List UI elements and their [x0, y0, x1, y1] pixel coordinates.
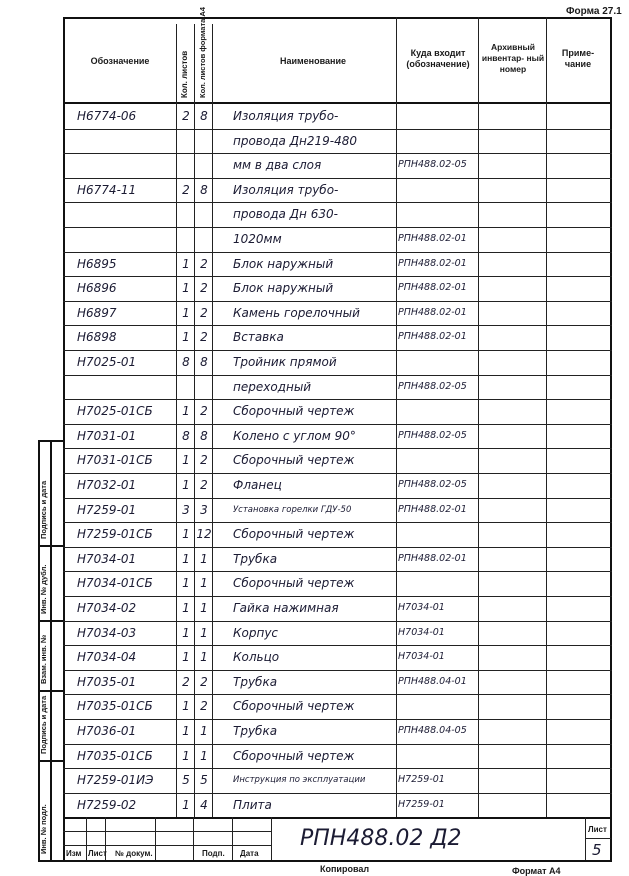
table-row-rule — [63, 522, 612, 523]
row-designation: Н7034-03 — [77, 625, 137, 640]
row-designation: Н7259-02 — [77, 797, 137, 812]
header-where-used: Куда входит (обозначение) — [406, 48, 470, 69]
row-designation: Н7034-04 — [77, 650, 137, 665]
table-row-rule — [63, 325, 612, 326]
row-sheet-count-a4: 4 — [200, 797, 208, 812]
row-name: Сборочный чертеж — [233, 748, 355, 763]
row-designation: Н6774-06 — [77, 109, 137, 123]
row-where-used: РПН488.02-01 — [398, 282, 467, 294]
table-column-rule — [396, 17, 397, 817]
title-col-5 — [232, 817, 233, 860]
table-row-rule — [63, 744, 612, 745]
row-where-used: РПН488.04-05 — [398, 725, 467, 736]
row-designation: Н7034-02 — [77, 601, 137, 615]
row-designation: Н7031-01 — [77, 428, 137, 443]
table-row-rule — [63, 694, 612, 695]
row-name: провода Дн219-480 — [233, 133, 358, 148]
row-sheet-count: 1 — [182, 305, 190, 320]
table-row-rule — [63, 153, 612, 154]
row-where-used: Н7034-01 — [398, 651, 445, 663]
frame-top — [63, 17, 612, 19]
row-sheet-count-a4: 8 — [200, 428, 208, 443]
row-sheet-count-a4: 1 — [200, 601, 208, 615]
row-where-used: Н7034-01 — [398, 626, 445, 638]
row-where-used: Н7034-01 — [398, 602, 445, 613]
row-sheet-count-a4: 5 — [200, 773, 208, 788]
row-sheet-count: 1 — [182, 404, 190, 419]
row-name: Трубка — [233, 724, 278, 738]
table-row-rule — [63, 571, 612, 572]
table-row-rule — [63, 670, 612, 671]
table-row-rule — [63, 375, 612, 376]
row-sheet-count: 1 — [182, 699, 190, 714]
table-row-rule — [63, 448, 612, 449]
row-name: Блок наружный — [233, 281, 334, 296]
row-designation: Н6896 — [77, 281, 117, 296]
row-sheet-count-a4: 1 — [200, 724, 208, 738]
row-where-used: РПН488.04-01 — [398, 675, 467, 687]
side-strip-divider — [38, 620, 63, 622]
row-designation: Н7035-01СБ — [77, 699, 153, 714]
table-column-rule — [212, 24, 213, 817]
title-sheet-rule — [585, 838, 611, 839]
row-sheet-count-a4: 2 — [200, 674, 208, 689]
row-where-used: РПН488.02-01 — [398, 306, 467, 318]
row-sheet-count: 1 — [182, 453, 190, 468]
header-note: Приме- чание — [561, 48, 595, 69]
row-where-used: Н7259-01 — [398, 798, 445, 810]
side-strip-divider — [38, 545, 63, 547]
row-sheet-count-a4: 2 — [200, 453, 208, 468]
row-designation: Н7032-01 — [77, 478, 137, 492]
table-row-rule — [63, 547, 612, 548]
header-bottom-rule — [63, 102, 612, 104]
row-sheet-count-a4: 8 — [200, 109, 208, 123]
title-doc-code: РПН488.02 Д2 — [300, 826, 462, 851]
row-where-used: РПН488.02-05 — [398, 159, 467, 171]
row-name: Сборочный чертеж — [233, 453, 355, 468]
row-sheet-count: 1 — [182, 748, 190, 763]
header-archive: Архивный инвентар- ный номер — [481, 42, 545, 74]
row-name: Кольцо — [233, 650, 280, 665]
title-date: Дата — [240, 849, 259, 858]
title-row-1 — [63, 831, 271, 832]
row-designation: Н7035-01СБ — [77, 748, 153, 763]
row-designation: Н7034-01СБ — [77, 576, 153, 591]
row-designation: Н6898 — [77, 330, 117, 345]
row-name: Изоляция трубо- — [233, 182, 339, 197]
row-where-used: РПН488.02-05 — [398, 429, 467, 441]
row-name: Сборочный чертеж — [233, 576, 355, 591]
row-sheet-count-a4: 12 — [196, 527, 212, 542]
row-name: Гайка нажимная — [233, 601, 339, 615]
table-row-rule — [63, 719, 612, 720]
row-sheet-count: 3 — [182, 502, 190, 517]
row-sheet-count-a4: 1 — [200, 551, 208, 566]
row-designation: Н7034-01 — [77, 551, 137, 566]
side-label: Взам. инв. № — [39, 634, 48, 684]
row-name: Плита — [233, 797, 272, 812]
side-label: Подпись и дата — [39, 480, 48, 539]
footer-format: Формат А4 — [512, 866, 561, 876]
table-row-rule — [63, 178, 612, 179]
row-name: Камень горелочный — [233, 305, 360, 320]
title-izm: Изм — [66, 849, 82, 858]
row-sheet-count-a4: 2 — [200, 305, 208, 320]
row-where-used: РПН488.02-05 — [398, 479, 467, 490]
row-name: 1020мм — [233, 232, 282, 246]
side-strip-divider — [38, 440, 63, 442]
side-label: Инв. № подл. — [39, 804, 48, 854]
row-sheet-count: 5 — [182, 773, 190, 788]
row-where-used: Н7259-01 — [398, 774, 445, 786]
side-strip-divider — [38, 860, 63, 862]
table-row-rule — [63, 793, 612, 794]
title-col-4 — [193, 817, 194, 860]
row-where-used: РПН488.02-01 — [398, 257, 467, 269]
table-row-rule — [63, 768, 612, 769]
table-row-rule — [63, 301, 612, 302]
table-row-rule — [63, 645, 612, 646]
frame-left — [63, 17, 65, 862]
row-sheet-count: 1 — [182, 551, 190, 566]
row-name: Корпус — [233, 625, 279, 640]
row-where-used: РПН488.02-01 — [398, 331, 467, 343]
row-sheet-count-a4: 2 — [200, 699, 208, 714]
row-sheet-count-a4: 1 — [200, 625, 208, 640]
row-sheet-count: 1 — [182, 601, 190, 615]
row-sheet-count: 1 — [182, 478, 190, 492]
table-column-rule — [546, 17, 547, 817]
header-sheets: Кол. листов — [180, 50, 189, 98]
row-name: Колено с углом 90° — [233, 428, 356, 443]
table-row-rule — [63, 621, 612, 622]
row-designation: Н6774-11 — [77, 182, 137, 197]
row-name: Изоляция трубо- — [233, 109, 339, 123]
row-name: Трубка — [233, 551, 278, 566]
row-designation: Н7259-01ИЭ — [77, 773, 154, 788]
row-designation: Н6897 — [77, 305, 117, 320]
title-block-top — [63, 817, 612, 819]
table-row-rule — [63, 202, 612, 203]
table-row-rule — [63, 252, 612, 253]
row-sheet-count: 2 — [182, 674, 190, 689]
row-sheet-count: 1 — [182, 576, 190, 591]
title-sheet-label: Лист — [588, 825, 607, 834]
side-label: Подпись и дата — [39, 695, 48, 754]
frame-bottom — [63, 860, 612, 862]
row-name: Блок наружный — [233, 256, 334, 271]
header-name: Наименование — [279, 56, 347, 66]
title-list: Лист — [88, 849, 107, 858]
header-designation: Обозначение — [90, 56, 150, 66]
row-sheet-count: 8 — [182, 355, 190, 369]
title-sheet-no: 5 — [592, 841, 602, 859]
row-name: провода Дн 630- — [233, 207, 338, 222]
row-sheet-count: 1 — [182, 281, 190, 296]
table-column-rule — [478, 17, 479, 817]
table-row-rule — [63, 424, 612, 425]
row-name: Установка горелки ГДУ-50 — [233, 504, 352, 515]
row-designation: Н7025-01СБ — [77, 404, 153, 419]
title-podp: Подп. — [202, 849, 225, 858]
row-designation: Н7259-01 — [77, 502, 137, 517]
row-sheet-count: 1 — [182, 625, 190, 640]
row-sheet-count: 1 — [182, 650, 190, 665]
row-where-used: РПН488.02-01 — [398, 552, 467, 564]
row-sheet-count-a4: 2 — [200, 256, 208, 271]
row-sheet-count-a4: 1 — [200, 650, 208, 665]
row-name: мм в два слоя — [233, 158, 322, 173]
side-strip-divider — [38, 690, 63, 692]
title-col-6 — [271, 817, 272, 860]
row-sheet-count-a4: 8 — [200, 182, 208, 197]
row-designation: Н7036-01 — [77, 724, 137, 738]
row-where-used: РПН488.02-01 — [398, 233, 467, 244]
row-designation: Н6895 — [77, 256, 117, 271]
row-designation: Н7035-01 — [77, 674, 137, 689]
row-sheet-count-a4: 1 — [200, 748, 208, 763]
side-label: Инв. № дубл. — [39, 564, 48, 614]
row-sheet-count-a4: 2 — [200, 281, 208, 296]
row-sheet-count-a4: 8 — [200, 355, 208, 369]
row-sheet-count-a4: 2 — [200, 404, 208, 419]
side-strip-divider — [38, 760, 63, 762]
row-sheet-count: 2 — [182, 109, 190, 123]
row-sheet-count: 1 — [182, 797, 190, 812]
row-where-used: РПН488.02-05 — [398, 380, 467, 392]
row-sheet-count-a4: 1 — [200, 576, 208, 591]
table-row-rule — [63, 227, 612, 228]
row-sheet-count: 1 — [182, 527, 190, 542]
row-where-used: РПН488.02-01 — [398, 503, 467, 515]
row-sheet-count: 8 — [182, 428, 190, 443]
row-sheet-count: 1 — [182, 724, 190, 738]
row-name: переходный — [233, 379, 312, 394]
side-strip-rule — [50, 440, 52, 860]
table-row-rule — [63, 498, 612, 499]
row-name: Инструкция по эксплуатации — [233, 775, 366, 786]
table-row-rule — [63, 473, 612, 474]
table-row-rule — [63, 276, 612, 277]
row-name: Тройник прямой — [233, 355, 337, 369]
table-row-rule — [63, 399, 612, 400]
row-name: Сборочный чертеж — [233, 527, 355, 542]
row-name: Сборочный чертеж — [233, 699, 355, 714]
table-row-rule — [63, 350, 612, 351]
form-label: Форма 27.1 — [566, 6, 622, 17]
row-sheet-count: 1 — [182, 330, 190, 345]
frame-right — [610, 17, 612, 862]
row-designation: Н7025-01 — [77, 355, 137, 369]
row-sheet-count: 2 — [182, 182, 190, 197]
table-row-rule — [63, 129, 612, 130]
title-row-2 — [63, 845, 271, 846]
row-name: Трубка — [233, 674, 278, 689]
row-designation: Н7031-01СБ — [77, 453, 153, 468]
table-row-rule — [63, 596, 612, 597]
header-sheets-a4: Кол. листов формата А4 — [198, 7, 207, 98]
title-doc-no: № докум. — [115, 849, 153, 858]
row-name: Фланец — [233, 478, 282, 492]
row-sheet-count-a4: 2 — [200, 478, 208, 492]
row-name: Вставка — [233, 330, 284, 345]
title-col-3 — [155, 817, 156, 860]
row-sheet-count: 1 — [182, 256, 190, 271]
title-col-1 — [86, 817, 87, 860]
row-sheet-count-a4: 2 — [200, 330, 208, 345]
row-sheet-count-a4: 3 — [200, 502, 208, 517]
row-name: Сборочный чертеж — [233, 404, 355, 419]
row-designation: Н7259-01СБ — [77, 527, 153, 542]
table-column-rule — [194, 24, 195, 817]
footer-copied: Копировал — [320, 864, 370, 874]
